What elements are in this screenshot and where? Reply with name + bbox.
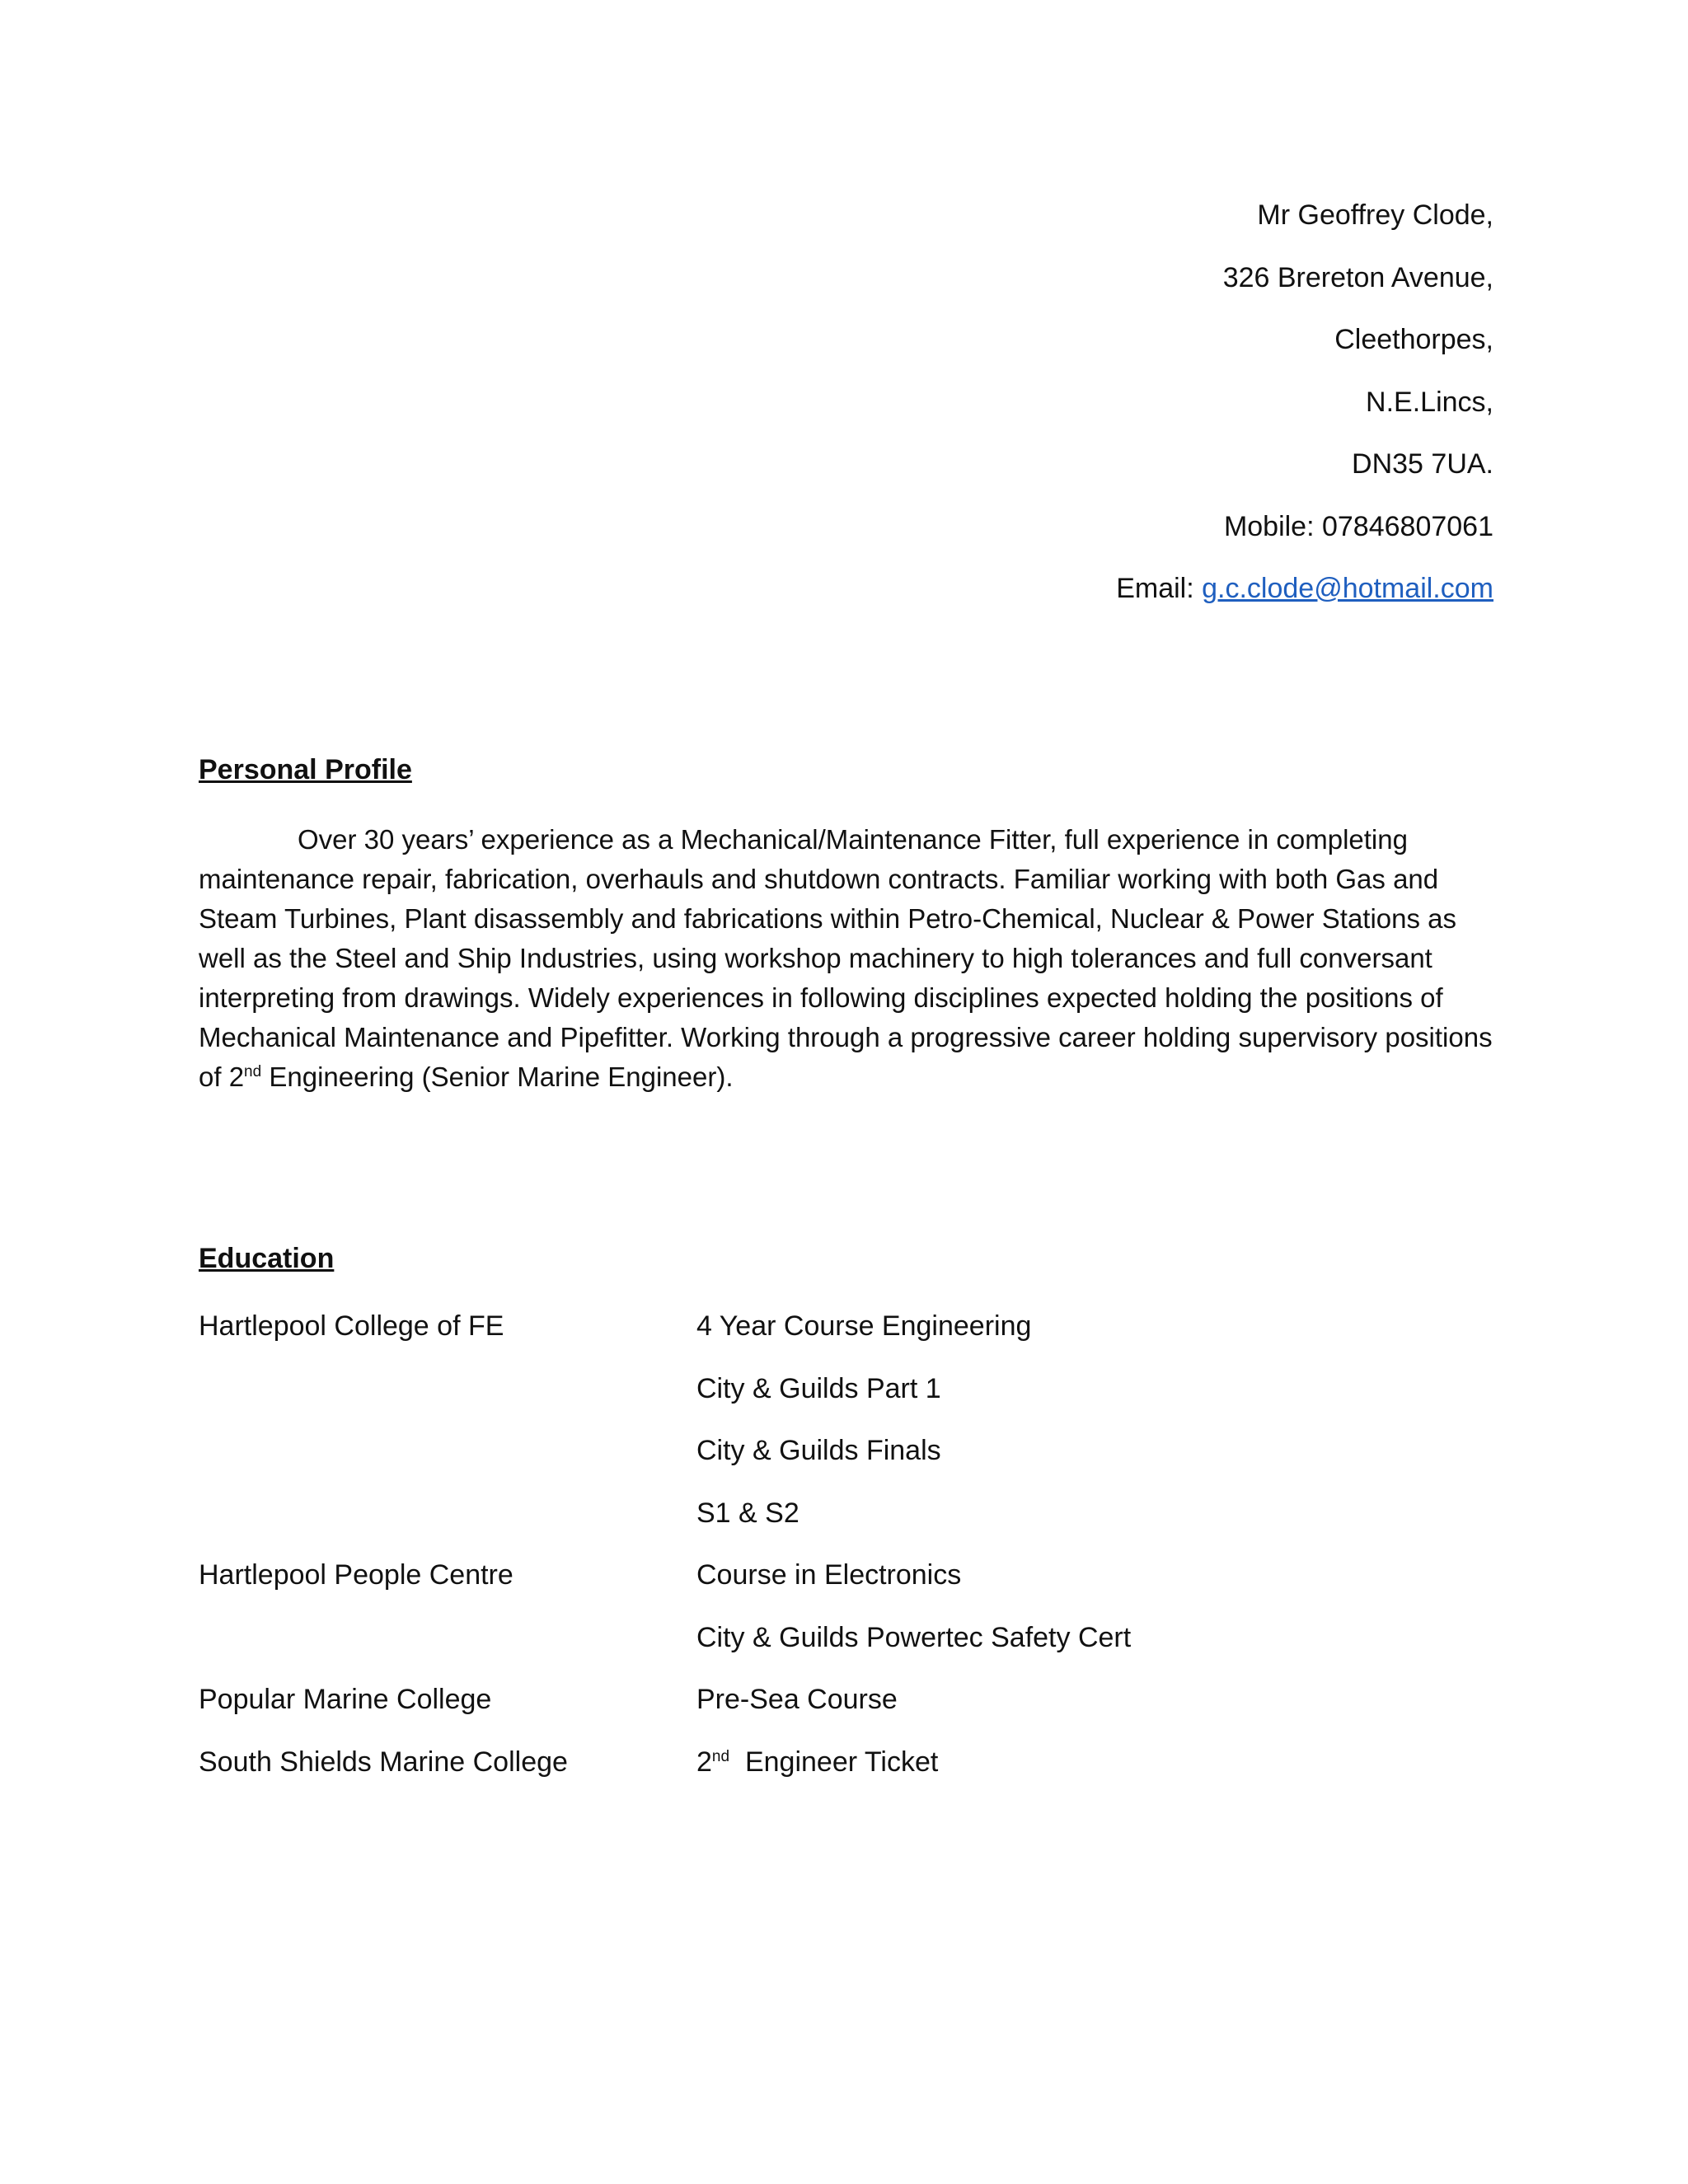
education-row [199, 1555, 1501, 1618]
education-table [199, 1306, 1501, 1804]
education-qualification: City & Guilds Finals [696, 1435, 941, 1466]
education-qualification: City & Guilds Powertec Safety Cert [696, 1621, 1132, 1653]
contact-mobile: Mobile: 07846807061 [1223, 510, 1493, 542]
address-town: Cleethorpes, [1334, 324, 1493, 355]
personal-profile-heading: Personal Profile [199, 754, 412, 785]
contact-address-block [834, 194, 1493, 630]
email-label: Email: [1116, 573, 1194, 604]
education-row [199, 1493, 1501, 1556]
address-street: 326 Brereton Avenue, [1222, 261, 1493, 293]
education-institution: Hartlepool People Centre [199, 1559, 513, 1591]
education-qualification: Pre-Sea Course [696, 1684, 898, 1715]
education-row [199, 1680, 1501, 1742]
education-row [199, 1306, 1501, 1369]
contact-name: Mr Geoffrey Clode, [1257, 199, 1493, 231]
education-row [199, 1618, 1501, 1680]
education-row [199, 1431, 1501, 1493]
education-institution: Hartlepool College of FE [199, 1310, 504, 1342]
address-postcode: DN35 7UA. [1352, 448, 1493, 480]
education-qualification: 4 Year Course Engineering [696, 1310, 1032, 1342]
education-qualification: City & Guilds Part 1 [696, 1372, 941, 1404]
profile-text-main: Over 30 years’ experience as a Mechanical/Maintenance Fitter, full experience in completing maintenance repair, fabrication, overhauls and shutdown contracts. Familiar working with both Gas and Steam Turbines, Plant disassembly and fabrications within Petro-Chemical, Nuclear & Power Stations as well as the Steel and Ship Industries, using workshop machinery to high tolerances and full conversant interpreting from drawings. Widely experiences in following disciplines expected holding the positions of Mechanical Maintenance and Pipefitter. Working through a progressive career holding supervisory positions of 2 [199, 824, 1493, 1092]
address-county: N.E.Lincs, [1366, 386, 1493, 418]
education-institution: South Shields Marine College [199, 1746, 568, 1778]
education-qualification: Course in Electronics [696, 1559, 962, 1591]
education-row [199, 1742, 1501, 1805]
email-link[interactable]: g.c.clode@hotmail.com [1202, 573, 1493, 604]
education-qualification: 2nd Engineer Ticket [696, 1746, 939, 1778]
education-institution: Popular Marine College [199, 1684, 492, 1715]
profile-text-end: Engineering (Senior Marine Engineer). [261, 1062, 734, 1092]
education-row [199, 1369, 1501, 1432]
education-qualification: S1 & S2 [696, 1497, 799, 1529]
personal-profile-paragraph [199, 820, 1501, 1097]
contact-email-line [834, 568, 1493, 630]
profile-ordinal-suffix: nd [244, 1063, 262, 1080]
education-heading: Education [199, 1243, 335, 1274]
